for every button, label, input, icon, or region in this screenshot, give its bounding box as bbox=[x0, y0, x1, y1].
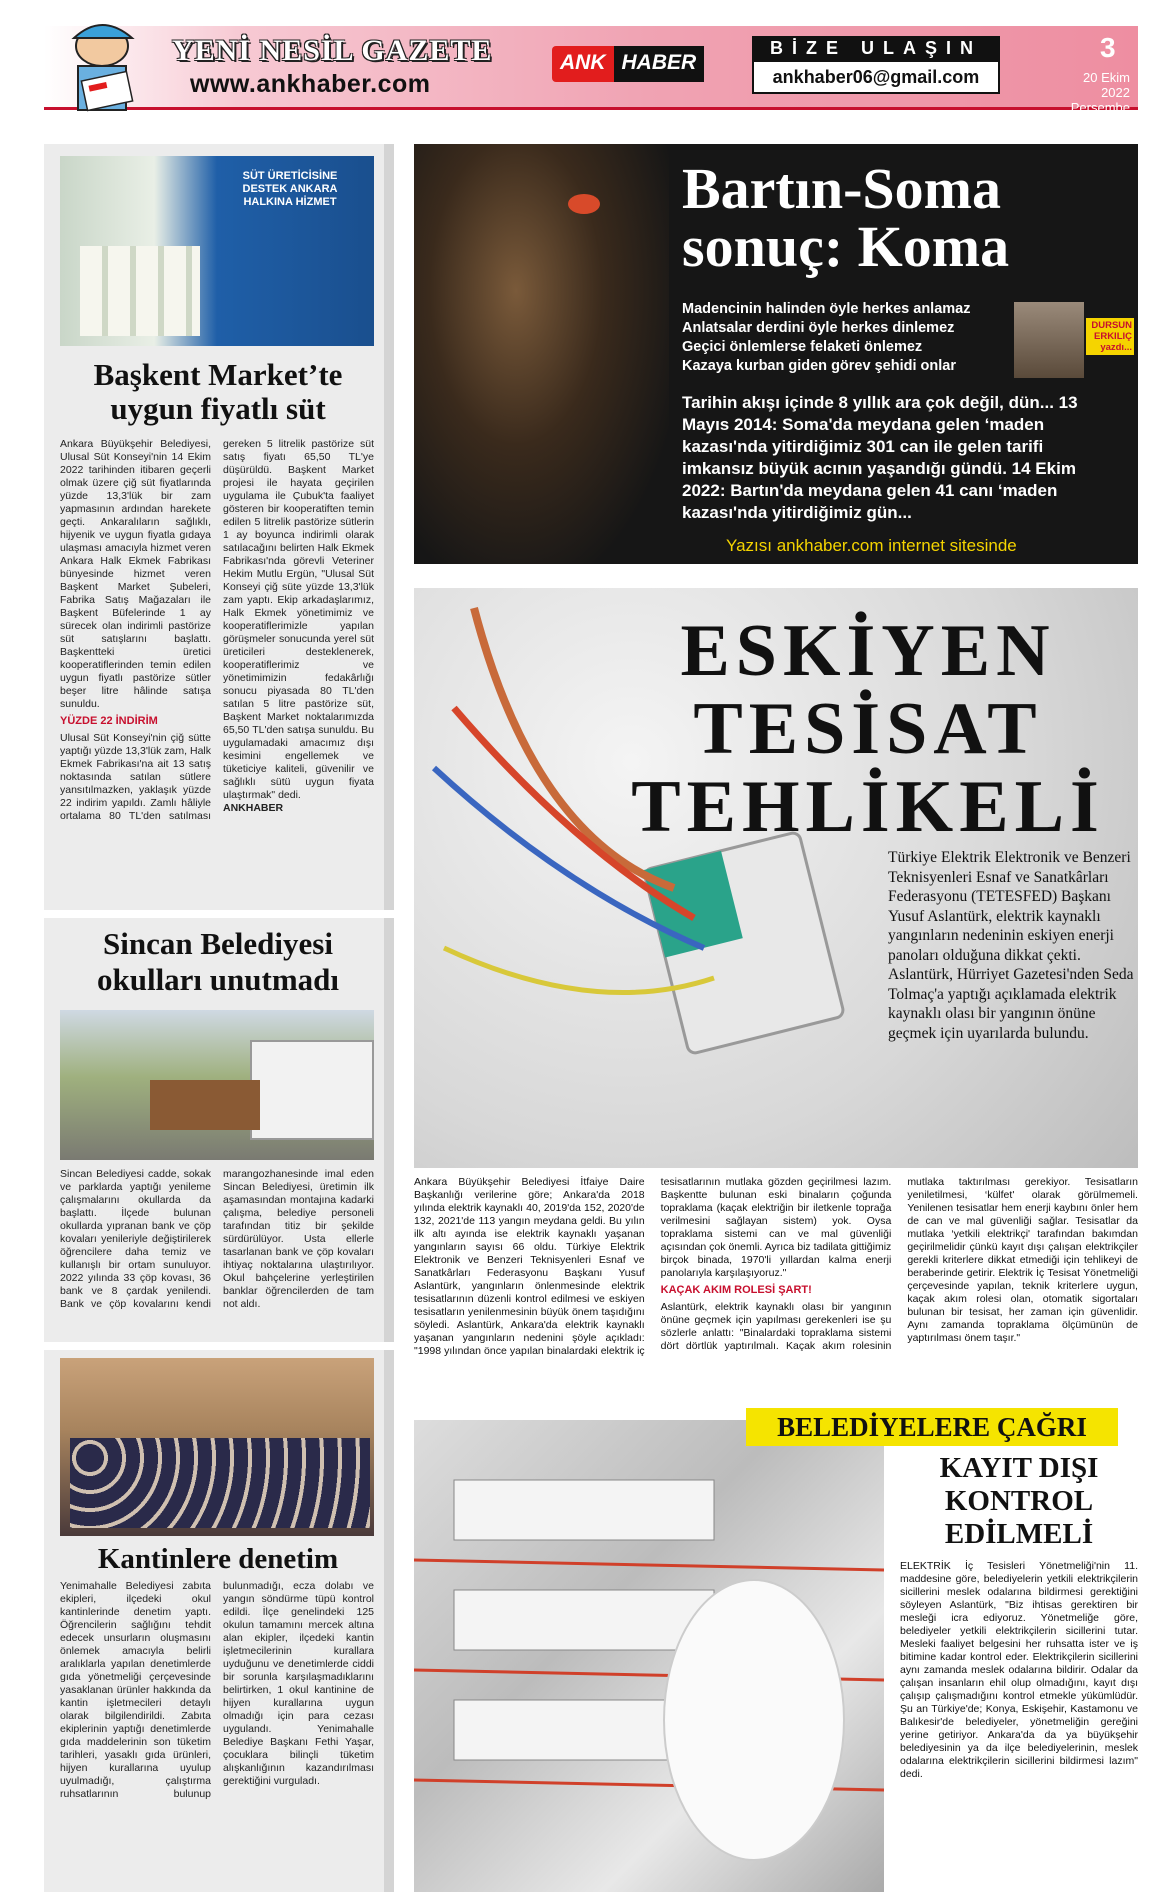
contact-email[interactable]: ankhaber06@gmail.com bbox=[752, 60, 1000, 94]
masthead bbox=[44, 26, 1138, 115]
market-paragraph-2: Ulusal Süt Konseyi'nin çiğ sütte yaptığı yüzde 13,3'lük zam, Halk Ekmek Fabrikası'na ait 13 satış noktasında satılan sütlere yansıtılmazken, yaklaşık yüzde 22 indirim yapıldı. Zamlı hâliyle ortalama 80 TL'den satılması gereken 5 litrelik pastörize süt satış fiyatı 65,50 TL'ye düşürüldü. Başkent Market projesi ile hayata geçirilen uygulama ile Çubuk'ta faaliyet gösteren bir kooperatiften temin edilen 5 litrelik pastörize sütlerin 1 ay boyunca indirimli olarak satılacağını belirten Halk Ekmek Fabrikası'nda görevli Veteriner Hekim Mutlu Ergün, "Ulusal Süt Konseyi çiğ süte yüzde 13,3'lük zam yaptı. Ekip arkadaşlarımız, Halk Ekmek yönetimimiz ve kooperatiflerimizle yapılan görüşmeler sonucunda yerel süt üreticileri desteklenerek, kooperatiflerimiz ve yönetimimizin fedakârlığı sonucu piyasada 80 TL'den satılan 5 litre pastörize süt, Başkent Market noktalarımızda 65,50 TL'den satışa sunuldu. Bu uygulamadaki amacımız dışı kesimini engellemek ve tüketiciye kaliteli, güvenilir ve sağlıklı sütü uygun fiyata ulaştırmak" dedi. bbox=[60, 438, 374, 822]
page-date bbox=[1054, 70, 1130, 115]
author-photo bbox=[1014, 302, 1084, 378]
belediye-banner: BELEDİYELERE ÇAĞRI bbox=[746, 1408, 1118, 1446]
children-crowd bbox=[70, 1438, 370, 1528]
feature-title bbox=[682, 156, 1010, 279]
poem-line: Anlatsalar derdini öyle herkes dinlemez bbox=[682, 320, 955, 336]
headline-line: TEHLİKELİ bbox=[631, 766, 1105, 848]
kantin-paragraph: Yenimahalle Belediyesi zabıta ekipleri, ilçedeki okul kantinlerinde denetim yaptı. Öğrencilerin sağlığını tehdit edecek unsurların oluşmasını önlemek amacıyla belirli aralıklarla yapılan denetimlerde gıda yönetmeliği çerçevesinde yasaklanan ürünler hakkında da kantin işletmecileri detaylı olarak bilgilendirildi. Zabıta ekiplerinin yaptığı denetimlerde gıda maddelerinin son tüketim tarihleri, yasaklı gıda ürünleri, hijyen kurallarına uyulup uyulmadığı, çalıştırma ruhsatlarının bulunup bulunmadığı, ecza dolabı ve yangın söndürme tüpü kontrol edildi. İlçe genelindeki 125 okulun tamamını mercek altına alan ekipler, ilçedeki kantin işletmecilerinin kurallara uyduğunu ve denetimlerde ciddi bir sorunla karşılaşmadıklarını belirtirken, 1 okul kantinine de hijyen kurallarına uygun olmadığı için para cezası uygulandı. Yenimahalle Belediye Başkanı Fethi Yaşar, çocuklara bilinçli tüketim alışkanlığının kazandırılması gerektiğini vurguladı. bbox=[60, 1580, 374, 1800]
poem-line: Madencinin halinden öyle herkes anlamaz bbox=[682, 301, 971, 317]
feature-lede: Tarihin akışı içinde 8 yıllık ara çok değil, dün... 13 Mayıs 2014: Soma'da meydana gelen ‘maden kazası'nda yitirdiğimiz 301 can ile gelen tarifi imkansız büyük acının yaşandığı gündü. 14 Ekim 2022: Bartın'da meydana gelen 41 canı ‘maden kazası'nda yitirdiğimiz gün... bbox=[682, 393, 1078, 522]
newspaper-boy-icon bbox=[44, 12, 154, 116]
headlamp-icon bbox=[554, 184, 614, 224]
headline-line: ESKİYEN bbox=[680, 610, 1056, 692]
milk-bottles bbox=[80, 246, 200, 336]
ankhaber-logo bbox=[552, 46, 734, 82]
breaker-illustration bbox=[414, 1420, 884, 1892]
contact-box bbox=[752, 36, 1000, 96]
eskiyen-body bbox=[414, 1176, 1138, 1408]
feature-title-line-2: sonuç: Koma bbox=[682, 214, 1010, 279]
market-subhead: YÜZDE 22 İNDİRİM bbox=[60, 715, 158, 727]
sincan-body bbox=[60, 1168, 374, 1338]
eskiyen-headline bbox=[628, 612, 1108, 846]
feature-title-line-1: Bartın-Soma bbox=[682, 156, 1001, 221]
logo-part-ank: ANK bbox=[552, 46, 614, 82]
author-tag: DURSUN ERKILIÇ yazdı... bbox=[1086, 318, 1134, 355]
sincan-headline: Sincan Belediyesi okulları unutmadı bbox=[96, 926, 340, 997]
sincan-paragraph: Sincan Belediyesi cadde, sokak ve parklarda yaptığı yenileme çalışmalarını okullarda da başlattı. İlçede bulunan okullarda yıpranan bank ve çöp kovaları yenileriyle değiştirilerek öğrencilere daha temiz ve kullanışlı bir ortam sunuluyor. 2022 yılında 33 çöp kovası, 36 bank ve 8 çardak yenilendi. Bank ve çöp kovalarını kendi marangozhanesinde imal eden Sincan Belediyesi, üretimin ilk aşamasından montajına kadarki çalışma, belediye personeli tarafından titiz bir şekilde sürdürülüyor. Usta ellerle tasarlanan bank ve çöp kovaları ihtiyaç noktalarına ulaştırılıyor. Okul bahçelerine yerleştirilen banklar öğrencilerden de tam not aldı. bbox=[60, 1168, 374, 1310]
brand-title: YENİ NESİL GAZETE bbox=[172, 34, 493, 67]
kantin-headline: Kantinlere denetim bbox=[97, 1543, 339, 1575]
weekday-text: Perşembe bbox=[1070, 100, 1130, 115]
truck-shape bbox=[250, 1040, 374, 1140]
left-column bbox=[44, 144, 394, 1892]
miner-photo bbox=[414, 144, 669, 564]
market-byline: ANKHABER bbox=[223, 802, 284, 814]
page-number: 3 bbox=[1100, 32, 1116, 63]
eskiyen-paragraph-2: Aslantürk, elektrik kaynaklı olası bir yangının önüne geçmek için yapılması gerekenleri ise şu sözlerle anlattı: "Binalardaki topraklama sistemi dört dörtlük yaptırılmalı. Kaçak akım rolesinin mutlaka taktırılması gerekiyor. Tesisatların yeniletilmesi, ‘külfet' olarak görülmemeli. Yenilenen tesisatlar hem enerji kaybını önler hem de can ve mal güvenliği sağlar. Tesisatlar da mutlaka ‘yetkili elektrikçi' tarafından bakımdan geçirilmelidir çünkü kayıt dışı çalışan elektrikçiler gerekli kriterlere dikkat etmediği için tehlikeyi de beraberinde getirir. Elektrik İç Tesisat Yönetmeliği çerçevesinde yapılan, teknik kriterlere uygun, kaçak akım rolesi olan, otomatik sigortaları bulunan bir tesisat, her zaman için güvenlidir. Aynı zamanda topraklama ölçümünün de yaptırılması önem taşır." bbox=[660, 1176, 1138, 1352]
brand-url[interactable]: www.ankhaber.com bbox=[190, 70, 431, 98]
logo-part-haber: HABER bbox=[614, 46, 705, 82]
market-headline: Başkent Market’te uygun fiyatlı süt bbox=[93, 357, 343, 426]
milk-shelf-photo bbox=[60, 156, 374, 346]
kantin-body bbox=[60, 1580, 374, 1880]
kantin-photo bbox=[60, 1358, 374, 1536]
milk-poster-text: SÜT ÜRETİCİSİNE DESTEK ANKARA HALKINA HİZMET bbox=[242, 170, 338, 208]
feature-link[interactable]: Yazısı ankhaber.com internet sitesinde bbox=[726, 536, 1017, 555]
sincan-truck-photo bbox=[60, 1010, 374, 1160]
divider bbox=[44, 1342, 394, 1350]
eskiyen-subhead: KAÇAK AKIM ROLESİ ŞART! bbox=[660, 1284, 812, 1296]
kayit-headline: KAYIT DIŞI KONTROL EDİLMELİ bbox=[939, 1452, 1099, 1550]
feature-box bbox=[414, 144, 1138, 564]
date-text: 20 Ekim 2022 bbox=[1083, 70, 1130, 100]
market-paragraph: Ankara Büyükşehir Belediyesi, Ulusal Süt Konseyi'nin 14 Ekim 2022 tarihinden itibaren geçerli olmak üzere çiğ süt fiyatlarında yüzde 13,3'lük bir zam yapmasının ardından harekete geçti. Ankaralıların sağlıklı, hijyenik ve uygun fiyatla gıdaya ulaşması amacıyla hizmet veren Ankara Halk Ekmek Fabrikası bünyesinde hizmet veren Başkent Market Şubeleri, Fabrika Satış Mağazaları ile Başkent Büfelerinde 1 ay sürecek olan indirimli pastörize süt satışlarını başlattı. Başkentteki üretici kooperatiflerinden temin edilen uygun fiyatlı pastörize sütler beşer litre hâlinde satışa sunuldu. bbox=[60, 438, 211, 710]
headline-line: TESİSAT bbox=[693, 688, 1043, 770]
feature-poem bbox=[682, 300, 1042, 376]
market-body bbox=[60, 438, 374, 908]
divider bbox=[44, 910, 394, 918]
wood-planks bbox=[150, 1080, 260, 1130]
eskiyen-paragraph: Ankara Büyükşehir Belediyesi İtfaiye Daire Başkanlığı verilerine göre; Ankara'da 2018 yılında elektrik kaynaklı 40, 2019'da 152, 2020'de 132, 2021'de 113 yangın meydana geldi. Bu yılın ilk altı ayında ise elektrik kaynaklı yaşanan yangınların sayısı 66 oldu. Türkiye Elektrik Elektronik ve Benzeri Teknisyenleri Esnaf ve Sanatkârları Federasyonu Başkanı Yusuf Aslantürk, yangınların önlenmesinde elektrik tesisatlarının düzenli kontrol edilmesi ve eskiyen tesisatların yenilenmesinin büyük önem taşıdığını söyledi. Aslantürk, Ankara'da elektrik kaynaklı yaşanan yangınların nedenini şöyle açıkladı: "1998 yılından önce yapılan binalardaki elektrik iç tesisatlarının mutlaka gözden geçirilmesi lazım. Başkentte bulunan eski binaların çoğunda topraklama (kaçak elektriğin bir iletkenle toprağa verilmesini sağlayan sistem) yok. Oysa topraklama sistemi can ve mal güvenliği açısından çok önemli. Ayrıca biz tadilata gittiğimiz birçok binada, 1970'li yıllardan kalma enerji panolarıyla karşılaşıyoruz." bbox=[414, 1176, 892, 1357]
poem-line: Geçici önlemlerse felaketi önlemez bbox=[682, 339, 923, 355]
fuse-panel-photo bbox=[414, 1420, 884, 1892]
eskiyen-intro: Türkiye Elektrik Elektronik ve Benzeri Teknisyenleri Esnaf ve Sanatkârları Federasyonu (TETESFED) Başkanı Yusuf Aslantürk, elektrik kaynaklı yangınların nedeninin eskiyen enerji panoları olduğuna dikkat çekti. Aslantürk, Hürriyet Gazetesi'nden Seda Tolmaç'a yaptığı açıklamada elektrik kaynaklı olası bir yangının önüne geçmek için uyarılarda bulundu. bbox=[888, 849, 1134, 1042]
poem-line: Kazaya kurban giden görev şehidi onlar bbox=[682, 358, 956, 374]
contact-title: BİZE ULAŞIN bbox=[752, 36, 1000, 60]
kayit-body: ELEKTRİK İç Tesisleri Yönetmeliği'nin 11. maddesine göre, belediyelerin yetkili elektrikçilerin sicillerini meslek odalarına bildirmesi gerektiğini söyleyen Aslantürk, "Biz ihtisas gerektiren bir mesleği icra ediyoruz. Yönetmeliğe göre, belediyeler yetkili elektrikçilerin sicillerini tutar. Mesleki faaliyet belgesini her ruhsatta ister ve iş bitimine kadar kontrol eder. Elektrikçilerin sicillerini aynı zamanda meslek odalarına bildirir. Odalar da çalışan insanların ehil olup olmadığını, kayıt dışı çalışıp çalışmadığını kontrol etmekle yükümlüdür. Şu an Türkiye'de; Konya, Eskişehir, Kastamonu ve Balıkesir'de belediyeler, yönetmeliğin gereğini yerine getiriyor. Ankara'da da ya büyükşehir belediyesinin ya da ilçe belediyelerinin, meslek odalarına elektrikçilerin sicillerini bildirmesi lazım" dedi. bbox=[900, 1560, 1138, 1780]
